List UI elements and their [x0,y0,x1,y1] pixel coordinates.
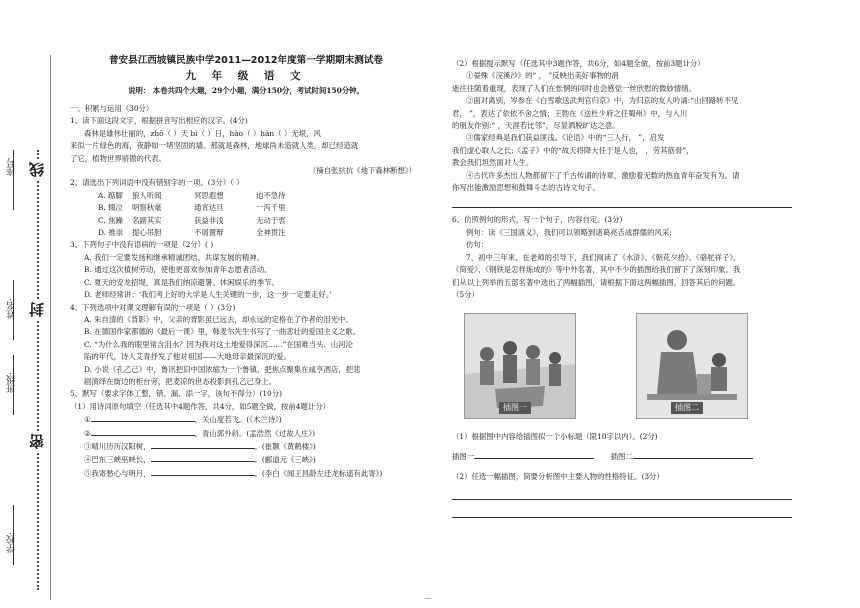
q6-example: 例句：读《三国演义》，我们可以领略到诸葛亮舌战群儒的风采; [466,227,672,237]
right-text-line: 我们虚心取人之长;《孟子》中的“故天将降大任于是人也， ，劳其筋骨”， [452,145,694,155]
q2-option-word: 全神贯注 [256,228,286,238]
school-label: 学校: [7,532,17,554]
recitation-suffix: ，关山度若飞。(《木兰诗》) [194,415,282,425]
class-label: 班级: [7,372,17,394]
recitation-answer-blank[interactable] [91,413,195,422]
q2-option-word: 不屑置辩 [194,228,224,238]
illustration-two-caption: 插图二 [671,402,703,414]
binding-solid-line [50,55,51,600]
recitation-line [70,427,422,440]
question-option: A. 朱自清的《背影》中，父亲的背影虽已远去，却永远的定格在了作者的泪光中。 [84,314,353,324]
q2-option-word: A. 踮脚 [98,190,123,200]
answer-line[interactable] [452,488,792,500]
q2-option-word: 迫不急待 [256,190,286,200]
q1-stem: 1、读下面这段文字，根据拼音写出相应的汉字。(4分) [70,116,248,126]
q6-imitate-label: 仿句： [466,240,489,250]
right-text-line: 君， ”，表达了依依不舍之情；王勃在《送杜少府之任蜀州》中，与入川 [452,108,688,118]
recitation-prefix: ③晴川历历汉阳树， [84,441,151,451]
q1-passage-line: 了它，植物世界骄傲的代表。 [70,153,167,163]
q7-text-line: 《简爱》、《钢铁是怎样炼成的》等中外名著，其中不少的插图给我们留下了深刻印象。我 [452,265,741,275]
recitation-prefix: ② [84,428,91,438]
right-text-line: ②面对离别，岑参在《白雪歌送武判官归京》中，为归京的友人吟诵:“山回路转不见 [466,96,739,106]
recitation-lines [70,413,422,480]
question-option: C. 夏天的安龙招堤，真是我们纳凉避暑、休闲娱乐的季节。 [84,277,279,287]
right-text-line: ④古代许多杰出人物都留下了千古传诵的诗章，激励着无数的热血青年奋发有为。请 [466,170,740,180]
question-option: A. 我们一定要发扬和继承精诚团结、共谋发展的精神。 [84,252,265,262]
illustration-two [636,313,748,419]
recitation-prefix: ① [84,415,91,425]
illustrations [452,307,792,427]
recitation-answer-blank[interactable] [151,467,255,476]
q7-text-line: 们从以上列举的五部名著中选出了两幅插图，请根据下面这两幅插图，回答其后的问题。 [452,277,741,287]
q7-sub1-stem: （1）根据图中内容给插图拟一个小标题（限10字以内）。(2分) [452,432,658,442]
binding-margin [0,0,56,608]
recitation-suffix: 。(郦道元《三峡》) [254,455,316,465]
question-stem: 4、下列选项中对课文理解有误的一项是（ ）(3分) [70,302,236,312]
fig2-label: 插图二 [610,451,633,461]
recitation-line [70,467,422,480]
section-one-heading: 一、积累与运用（30分） [70,104,154,113]
left-column [70,0,422,480]
q7-text-line: （5分） [452,289,479,299]
question-stem: 3、下列句子中没有语病的一项是（2分）( ) [70,240,214,250]
recitation-answer-blank[interactable] [151,453,255,462]
question-option: C. “为什么我的眼里常含泪水？因为我对这土地爱得深沉……”在国难当头、山河沦 [84,339,353,349]
illustration-one-caption: 插图一 [499,402,531,414]
q1-passage-line: 森林是雄伟壮丽的，zhǒ（ ）天 bì（ ）日，hào（ ）hàn（ ）无垠，风 [84,128,321,138]
q7-sub2-stem: （2）任选一幅插图，简要分析图中主要人物的性格特征。(3分） [452,472,664,482]
q2-option-word: 提心吊胆 [132,228,162,238]
fig1-label: 插图一 [452,451,475,461]
q5-part2-block [452,58,792,194]
recitation-answer-blank[interactable] [91,427,195,436]
recitation-suffix: 。(崔颢《黄鹤楼》) [254,441,316,451]
seal-char-feng: 封 [28,302,46,317]
q1-passage-line: 来似一片绿色的海，夜静如一堵坚固的墙。那就是森林，地球尚未造就人类，却已经造就 [70,141,359,151]
recitation-line [70,440,422,453]
q2-option-row [70,190,422,202]
answer-line[interactable] [452,506,792,518]
seal-char-xian: 线 [28,162,46,177]
q2-option-row [70,202,422,214]
q2-option-word: 名副其实 [132,215,162,225]
answer-line [452,196,792,208]
q2-option-word: C. 焦躁 [98,215,123,225]
question-option: B. 在德国作家都德的《最后一课》里，韩麦尔先生书写了一曲悲壮的爱国主义之歌。 [84,327,361,337]
seal-char-mi: 密 [28,434,46,449]
seat-label: 座号 [7,158,17,176]
fig1-answer-blank[interactable] [474,450,594,459]
q7-sub1-answer-row [452,450,792,463]
recitation-suffix: 。(李白《闻王昌龄左迁龙标遥有此寄》) [254,468,383,478]
q2-option-word: 无动于衷 [256,215,286,225]
recitation-line [70,413,422,426]
recitation-answer-blank[interactable] [151,440,255,449]
q2-option-row [70,227,422,239]
q2-stem: 2、请选出下列词语中没有错别字的一项。(3分）（ ） [70,178,244,188]
q3-q5-block [70,239,422,413]
q2-options [70,190,422,240]
binding-dotted-line [37,150,39,590]
question-option: D. 老师经常讲：‘我们考上好的大学是人生关键的一步，这一步一定要走好。’ [84,290,332,300]
right-column [452,0,792,524]
q6-stem: 6、仿照例句的形式，写一个句子，内容自定。(3分) [452,215,623,225]
right-text-line: ③儒家经典是我们获益匪浅。《论语》中的“三人行， ”，启发 [466,133,665,143]
question-option: D. 小说《孔乙己》中，鲁讯把旧中国浓缩为一个鲁镇，把焦点聚集在咸亨酒店，把悲 [84,364,361,374]
q2-option-word: 一泻千里 [256,203,286,213]
question-option: 剧演绎在街边的柜台旁，把麦凉的世态投影到孔乙己身上。 [84,376,277,386]
exam-subtitle: 九 年 级 语 文 [185,70,307,82]
recitation-suffix: ，青山郭外斜。(孟浩然《过故人庄》) [194,428,315,438]
q2-option-word: D. 推崇 [98,228,124,238]
right-text-line: ①晏殊《浣溪沙》的“ ， ”反映出美好事物的消 [466,71,619,81]
q2-option-word: 获益非浅 [194,215,224,225]
right-text-line: 教会我们坦然面对人生。 [452,158,534,168]
recitation-line [70,453,422,466]
question-option: B. 通过这次植树劳动，使他更喜欢参加青年志愿者活动。 [84,265,272,275]
question-stem: （1）用诗词原句填空（任选其中4题作答，共4分，如5题全做，按前4题计分） [70,401,331,411]
right-text-line: 你写出能激励思想和鼓舞斗志的古诗文句子。 [452,183,600,193]
exam-instructions: 说明： 本卷共四个大题，29个小题，满分150分，考试时间150分钟。 [128,86,364,95]
q2-option-word: 明察秋毫 [132,203,162,213]
fig2-answer-blank[interactable] [633,450,753,459]
q2-option-word: 通宵达旦 [194,203,224,213]
right-text-line: 的朋友作别:“ ，天涯若比邻”，尽显洒脱旷达之意。 [452,121,620,131]
name-label: 姓名: [7,298,17,320]
q1-source: （摘自张抗抗《地下森林断想》） [308,166,416,176]
q2-option-word: B. 辍泣 [98,203,123,213]
question-option: 陷的年代，诗人艾青抒发了他对祖国——大地母亲最深沉的爱。 [84,352,291,362]
exam-title: 普安县江西坡镇民族中学2011—2012年度第一学期期末测试卷 [108,55,384,66]
q7-block [452,252,792,302]
right-text-line: （2）根据提示默写（任选其中3题作答，共6分，如4题全做，按前3题计分） [452,59,705,68]
q2-option-word: 狼人听闻 [132,190,162,200]
q7-text-line: 7、初中三年来，在老师的引导下，我们阅读了《水浒》、《朝花夕拾》、《骆驼祥子》、 [466,252,741,262]
question-stem: 5、默写（要求字体工整，错、漏、添一字，该句不得分）(10分) [70,389,283,399]
recitation-prefix: ⑤我寄愁心与明月， [84,468,151,478]
q2-option-word: 冥思遐想 [194,190,224,200]
page-footer: — [425,594,432,602]
right-text-line: 逝往往随着重现，表现了人们在怅惘的同时也会感觉一丝欣慰的微妙情绪。 [452,83,696,93]
illustration-one [464,313,576,419]
recitation-prefix: ④巴东三峡巫峡长， [84,455,151,465]
q2-option-row [70,215,422,227]
